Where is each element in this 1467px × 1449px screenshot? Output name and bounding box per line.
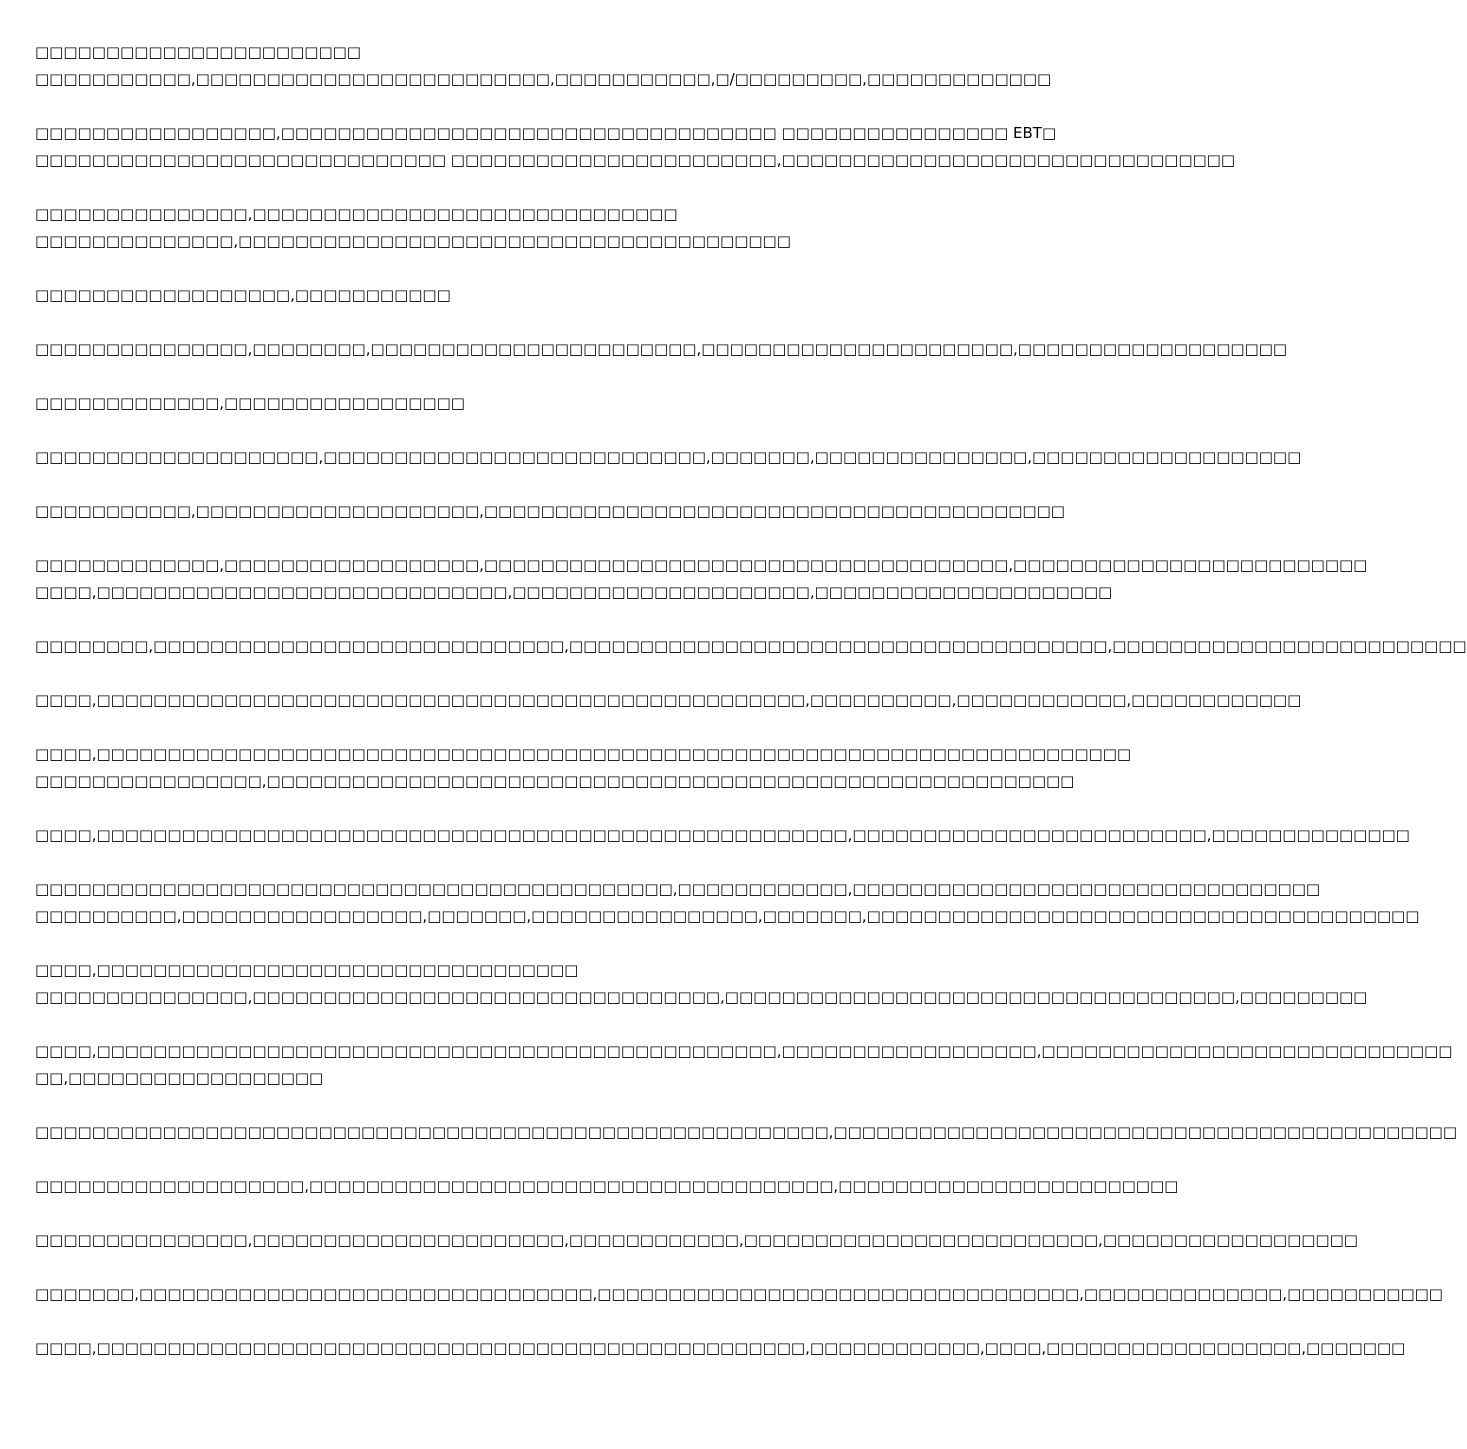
paragraph — [35, 444, 1302, 471]
paragraph — [35, 822, 1410, 849]
text-line: □□□□□□□□□□□□□□□□,□□□□□□□□□□□□□□□□□□□□□□□□□□□□□□□□□□□□□□□□□□□□□□□□□□□□□□□□□ — [35, 772, 1075, 790]
paragraph — [35, 633, 1467, 660]
text-line: □□□□□□□□□□□,□□□□□□□□□□□□□□□□□□□□□□□□□,□□□□□□□□□□□,□/□□□□□□□□□,□□□□□□□□□□□□□ — [35, 70, 1052, 88]
text-line: □□□□□□□□□□□□□,□□□□□□□□□□□□□□□□□□,□□□□□□□□□□□□□□□□□□□□□□□□□□□□□□□□□□□□□,□□□□□□□□□□□□□□□□□□□□□□□□□ — [35, 556, 1368, 574]
text-line: □□□□□□□□□□□□□□□□□□□□□□□□□□□□□□□□□□□□□□□□□□□□□□□□□□□□□□□□,□□□□□□□□□□□□□□□□□□□□□□□□□□□□□□□□□□□□□□□□□□□□ — [35, 1123, 1458, 1141]
paragraph — [35, 201, 990, 255]
text-line: □□□□□□□□□□□□□□□□□□□,□□□□□□□□□□□□□□□□□□□□□□□□□□□□□□□□□□□□□,□□□□□□□□□□□□□□□□□□□□□□□□ — [35, 1177, 1179, 1195]
text-line: □□□□□□□□□□□□□□□□□,□□□□□□□□□□□□□□□□□□□□□□□□□□□□□□□□□□□ □□□□□□□□□□□□□□□□ EBT□ — [35, 124, 1057, 142]
text-line: □□□□□□□□□□□□□□□□□□,□□□□□□□□□□□ — [35, 286, 451, 304]
paragraph — [35, 1038, 1453, 1092]
text-line: □□□□□□□□□□□,□□□□□□□□□□□□□□□□□□□□,□□□□□□□□□□□□□□□□□□□□□□□□□□□□□□□□□□□□□□□□□ — [35, 502, 1065, 520]
text-line: □□□□□□□□,□□□□□□□□□□□□□□□□□□□□□□□□□□□□□,□□□□□□□□□□□□□□□□□□□□□□□□□□□□□□□□□□□□□□,□□□□□□□□□□□□□□□□□□□□□□□□□ — [35, 637, 1467, 655]
text-line: □□□□□□□□□□□□□□□,□□□□□□□□□□□□□□□□□□□□□□,□□□□□□□□□□□□,□□□□□□□□□□□□□□□□□□□□□□□□□,□□□□□□□□□□□□□□□□□□ — [35, 1231, 1358, 1249]
text-line: □□□□□□□□□□□□□□,□□□□□□□□□□□□□□□□□□□□□□□□□□□□□□□□□□□□□□□ — [35, 232, 791, 250]
text-line: □□□□□□□□□□□□□□□□□□□□□□□□□□□□□ □□□□□□□□□□□□□□□□□□□□□□□,□□□□□□□□□□□□□□□□□□□□□□□□□□□□□□□□ — [35, 151, 1236, 169]
text-line: □□□□□□□□□□□□□,□□□□□□□□□□□□□□□□□ — [35, 394, 465, 412]
paragraph — [35, 1227, 1358, 1254]
paragraph — [35, 1173, 1179, 1200]
text-line: □□□□,□□□□□□□□□□□□□□□□□□□□□□□□□□□□□□□□□□□□□□□□□□□□□□□□□□□□□□□□□□□□□□□□□□□□□□□□□ — [35, 745, 1132, 763]
paragraph — [35, 39, 1052, 93]
text-line: □□□□,□□□□□□□□□□□□□□□□□□□□□□□□□□□□□□□□□□□□□□□□□□□□□□□□□□,□□□□□□□□□□□□,□□□□,□□□□□□□□□□□□□□□□□□,□□□□□□□ — [35, 1339, 1406, 1357]
paragraph — [35, 1281, 1443, 1308]
text-line: □□□□,□□□□□□□□□□□□□□□□□□□□□□□□□□□□□□□□□□□□□□□□□□□□□□□□□□,□□□□□□□□□□,□□□□□□□□□□□□,□□□□□□□□□□□□ — [35, 691, 1302, 709]
text-line: □□□□,□□□□□□□□□□□□□□□□□□□□□□□□□□□□□□□□□□□□□□□□□□□□□□□□,□□□□□□□□□□□□□□□□□□,□□□□□□□□□□□□□□□□□□□□□□□□□□□□□ — [35, 1042, 1453, 1060]
paragraph — [35, 957, 1368, 1011]
paragraph — [35, 498, 1065, 525]
text-line: □□□□□□□□□□□□□□□,□□□□□□□□,□□□□□□□□□□□□□□□□□□□□□□□,□□□□□□□□□□□□□□□□□□□□□□,□□□□□□□□□□□□□□□□□□□ — [35, 340, 1288, 358]
paragraph — [35, 1335, 1406, 1362]
text-line: □□□□,□□□□□□□□□□□□□□□□□□□□□□□□□□□□□□□□□□ — [35, 961, 579, 979]
document-body — [35, 39, 1467, 1389]
paragraph — [35, 552, 1368, 606]
text-line: □□□□□□□□□□□□□□□,□□□□□□□□□□□□□□□□□□□□□□□□□□□□□□ — [35, 205, 678, 223]
paragraph — [35, 120, 1236, 174]
paragraph — [35, 876, 1420, 930]
text-line: □□□□□□□,□□□□□□□□□□□□□□□□□□□□□□□□□□□□□□□□,□□□□□□□□□□□□□□□□□□□□□□□□□□□□□□□□□□,□□□□□□□□□□□□□□,□□□□□□□□□□□ — [35, 1285, 1443, 1303]
paragraph — [35, 336, 1288, 363]
paragraph — [35, 390, 990, 417]
text-line: □□□□□□□□□□□□□□□□□□□□□□□□□□□□□□□□□□□□□□□□□□□□□,□□□□□□□□□□□□,□□□□□□□□□□□□□□□□□□□□□□□□□□□□□□□□□ — [35, 880, 1321, 898]
text-line: □□□□□□□□□□□□□□□□□□□□,□□□□□□□□□□□□□□□□□□□□□□□□□□□,□□□□□□□,□□□□□□□□□□□□□□□,□□□□□□□□□□□□□□□□□□□ — [35, 448, 1302, 466]
paragraph — [35, 282, 990, 309]
text-line: □□,□□□□□□□□□□□□□□□□□□ — [35, 1069, 324, 1087]
paragraph — [35, 1119, 1458, 1146]
text-line: □□□□,□□□□□□□□□□□□□□□□□□□□□□□□□□□□□□□□□□□□□□□□□□□□□□□□□□□□□,□□□□□□□□□□□□□□□□□□□□□□□□□,□□□□□□□□□□□□□□ — [35, 826, 1410, 844]
text-line: □□□□□□□□□□□□□□□,□□□□□□□□□□□□□□□□□□□□□□□□□□□□□□□□□,□□□□□□□□□□□□□□□□□□□□□□□□□□□□□□□□□□□□,□□□□□□□□□ — [35, 988, 1368, 1006]
text-line: □□□□□□□□□□,□□□□□□□□□□□□□□□□□,□□□□□□□,□□□□□□□□□□□□□□□□,□□□□□□□,□□□□□□□□□□□□□□□□□□□□□□□□□□□□□□□□□□□□□□□ — [35, 907, 1420, 925]
paragraph — [35, 741, 1132, 795]
text-line: □□□□,□□□□□□□□□□□□□□□□□□□□□□□□□□□□□,□□□□□□□□□□□□□□□□□□□□□,□□□□□□□□□□□□□□□□□□□□□ — [35, 583, 1113, 601]
paragraph — [35, 687, 1302, 714]
text-line: □□□□□□□□□□□□□□□□□□□□□□□ — [35, 43, 361, 61]
